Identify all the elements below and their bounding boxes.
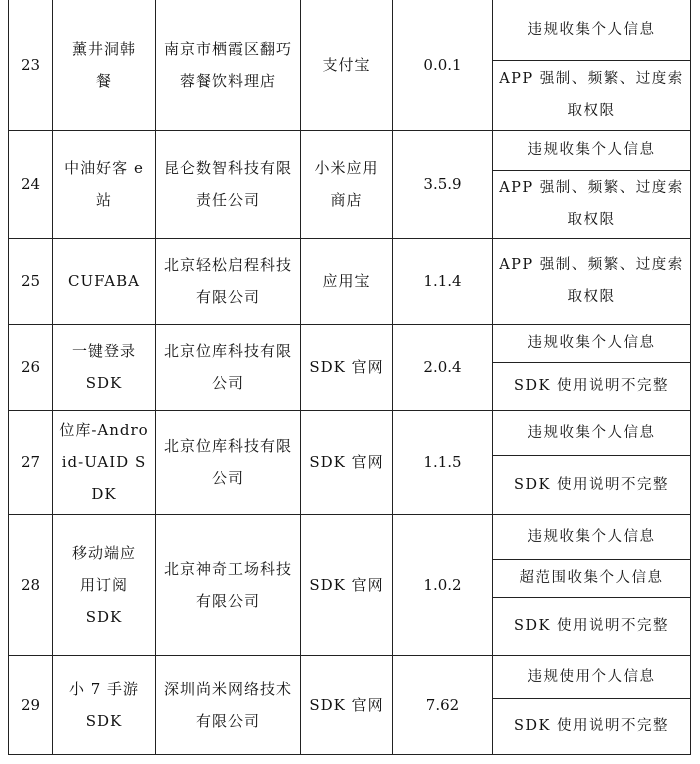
issue-cell: SDK 使用说明不完整 [493,362,691,410]
row-number: 24 [9,130,53,238]
app-name: 薰井洞韩餐 [53,0,156,130]
issue-cell: 违规收集个人信息 [493,0,691,60]
row-number: 26 [9,324,53,410]
app-version: 1.1.4 [393,238,493,324]
company-name: 北京神奇工场科技有限公司 [156,514,301,655]
app-version: 1.0.2 [393,514,493,655]
row-number: 25 [9,238,53,324]
table-row [9,130,691,170]
issue-cell: APP 强制、频繁、过度索取权限 [493,170,691,238]
app-issues-table [8,0,691,755]
app-name: 一键登录SDK [53,324,156,410]
company-name: 南京市栖霞区翻巧蓉餐饮料理店 [156,0,301,130]
issue-cell: SDK 使用说明不完整 [493,698,691,754]
download-source: 小米应用商店 [301,130,393,238]
issue-cell: 违规收集个人信息 [493,130,691,170]
download-source: SDK 官网 [301,324,393,410]
issue-cell: SDK 使用说明不完整 [493,455,691,514]
table-row [9,0,691,60]
row-number: 29 [9,655,53,754]
company-name: 北京位库科技有限公司 [156,410,301,514]
issue-cell: 违规收集个人信息 [493,410,691,455]
row-number: 27 [9,410,53,514]
row-number: 28 [9,514,53,655]
app-version: 2.0.4 [393,324,493,410]
download-source: SDK 官网 [301,410,393,514]
app-name: 位库-Android-UAID SDK [53,410,156,514]
issue-cell: APP 强制、频繁、过度索取权限 [493,238,691,324]
table-row [9,324,691,362]
row-number: 23 [9,0,53,130]
table-row [9,238,691,324]
issue-cell: 违规收集个人信息 [493,324,691,362]
issue-cell: 违规使用个人信息 [493,655,691,698]
company-name: 深圳尚米网络技术有限公司 [156,655,301,754]
company-name: 北京轻松启程科技有限公司 [156,238,301,324]
app-version: 0.0.1 [393,0,493,130]
app-name: 小 7 手游SDK [53,655,156,754]
download-source: SDK 官网 [301,655,393,754]
issue-cell: SDK 使用说明不完整 [493,597,691,655]
table-row [9,410,691,455]
issue-cell: 违规收集个人信息 [493,514,691,559]
issue-cell: 超范围收集个人信息 [493,559,691,597]
company-name: 北京位库科技有限公司 [156,324,301,410]
app-version: 1.1.5 [393,410,493,514]
table-row [9,655,691,698]
app-version: 7.62 [393,655,493,754]
download-source: SDK 官网 [301,514,393,655]
table-row [9,514,691,559]
issue-cell: APP 强制、频繁、过度索取权限 [493,60,691,130]
company-name: 昆仑数智科技有限责任公司 [156,130,301,238]
app-version: 3.5.9 [393,130,493,238]
download-source: 支付宝 [301,0,393,130]
app-name: 中油好客 e 站 [53,130,156,238]
download-source: 应用宝 [301,238,393,324]
app-name: CUFABA [53,238,156,324]
app-name: 移动端应用订阅SDK [53,514,156,655]
